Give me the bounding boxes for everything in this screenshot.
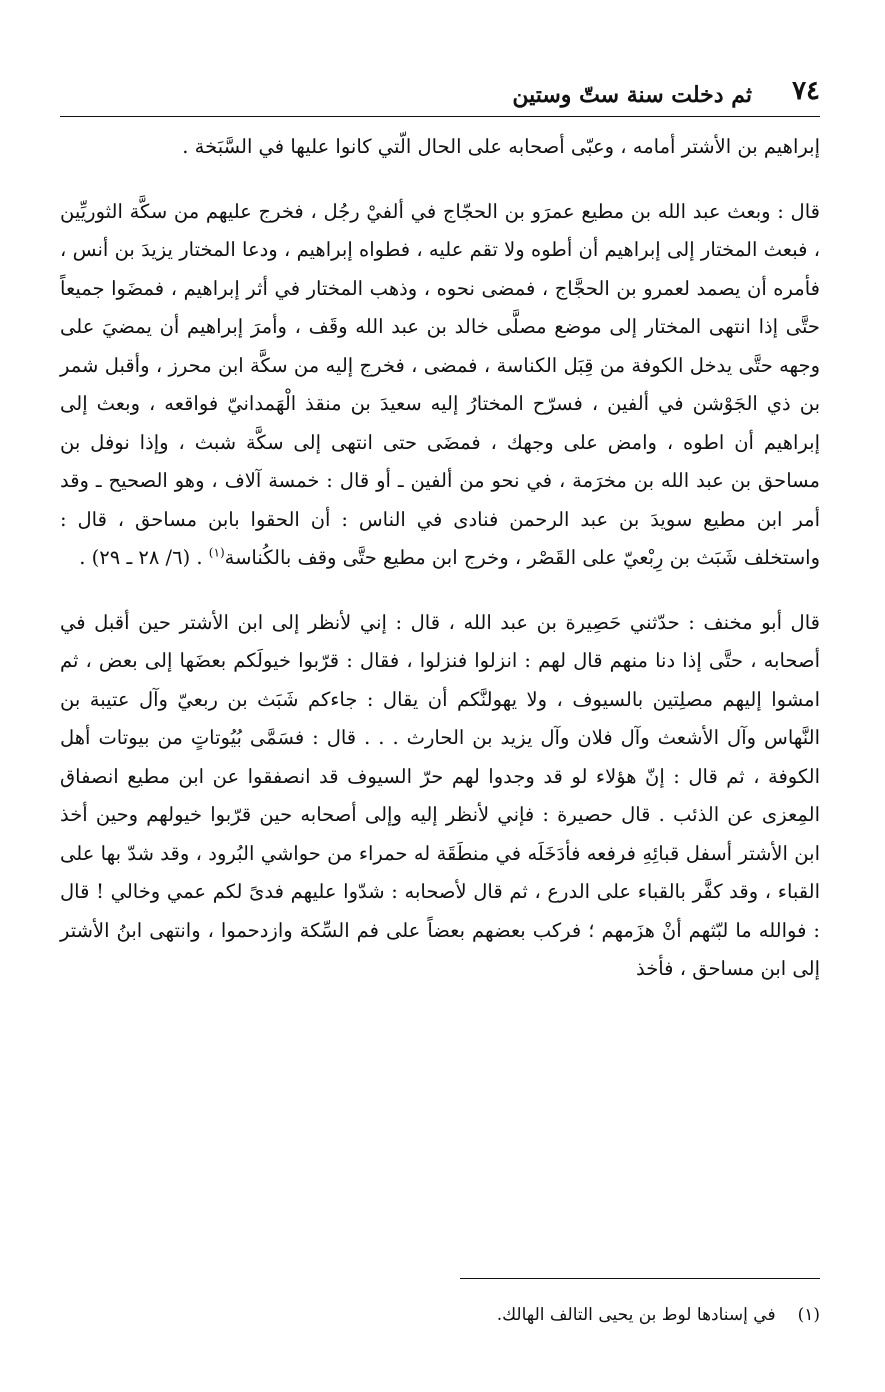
main-text	[60, 128, 820, 989]
page-header	[60, 70, 820, 117]
footnote	[60, 1300, 820, 1330]
paragraph-1: إبراهيم بن الأشتر أمامه ، وعبّى أصحابه على الحال الّتي كانوا عليها في السَّبَخة .	[182, 135, 820, 158]
paragraph-gap	[60, 578, 820, 604]
paragraph-2	[60, 193, 820, 578]
footnote-reference: (١)	[208, 545, 225, 560]
paragraph-gap	[60, 167, 820, 193]
page-number: ٧٤	[792, 76, 820, 106]
footnote-divider	[460, 1278, 820, 1279]
paragraph-2-text: قال : وبعث عبد الله بن مطيع عمرَو بن الحجّاج في ألفيْ رجُل ، فخرج عليهم من سكَّة الثوريِّين ، فبعث المختار إلى إبراهيم أن أطوه ولا تقم عليه ، فطواه إبراهيم ، ودعا المختار يزيدَ بن أنس ، فأمره أن يصمد لعمرو بن الحجَّاج ، فمضى نحوه ، وذهب المختار في أثر إبراهيم ، فمضَوا جميعاً حتَّى إذا انتهى المختار إلى موضع مصلَّى خالد بن عبد الله وقَف ، وأمرَ إبراهيم أن يمضيَ على وجهه حتَّى يدخل الكوفة من قِبَل الكناسة ، فمضى ، فخرج إليه من سكَّة ابن محرز ، وأقبل شمر بن ذي الجَوْشن في ألفين ، فسرّح المختارُ إليه سعيدَ بن منقذ الْهَمدانيّ فواقعه ، وبعث إلى إبراهيم أن اطوه ، وامض على وجهك ، فمضَى حتى انتهى إلى سكَّة شبث ، وإذا نوفل بن مساحق بن عبد الله بن مخرَمة ، في نحو من ألفين ـ أو قال : خمسة آلاف ، وهو الصحيح ـ وقد أمر ابن مطيع سويدَ بن عبد الرحمن فنادى في الناس : أن الحقوا بابن مساحق ، قال : واستخلف شَبَث بن رِبْعيّ على القَصْر ، وخرج ابن مطيع حتَّى وقف بالكُناسة	[60, 199, 820, 569]
footnote-number: (١)	[797, 1305, 820, 1325]
running-title: ثم دخلت سنة ستّ وستين	[512, 82, 752, 108]
paragraph-2-tail: . (٦/ ٢٨ ـ ٢٩) .	[79, 546, 209, 569]
footnote-text: في إسنادها لوط بن يحيى التالف الهالك.	[496, 1305, 776, 1325]
paragraph-3: قال أبو مخنف : حدّثني حَصِيرة بن عبد الله ، قال : إني لأنظر إلى ابن الأشتر حين أقبل في أصحابه ، حتَّى إذا دنا منهم قال لهم : انزلوا فنزلوا ، فقال : قرّبوا خيولَكم بعضَها إلى بعض ، ثم امشوا إليهم مصلِتين بالسيوف ، ولا يهولنَّكم أن يقال : جاءكم شَبَث بن ربعيّ وآل عتيبة بن النَّهاس وآل الأشعث وآل فلان وآل يزيد بن الحارث . . . قال : فسَمَّى بُيُوتاتٍ من بيوتات أهل الكوفة ، ثم قال : إنّ هؤلاء لو قد وجدوا لهم حرّ السيوف قد انصفقوا عن ابن مطيع انصفاق المِعزى عن الذئب . قال حصيرة : فإني لأنظر إليه وإلى أصحابه حين قرّبوا خيولهم وحين أخذ ابن الأشتر أسفل قبائِهِ فرفعه فأدَخَلَه في منطَقَة له حمراء من حواشي البُرود ، وقد شدّ بها على القباء ، وقد كفَّر بالقباء على الدرع ، ثم قال لأصحابه : شدّوا عليهم فدىً لكم عمي وخالي ! قال : فوالله ما لبّثهم أنْ هزَمهم ؛ فركب بعضهم بعضاً على فم السِّكة وازدحموا ، وانتهى ابنُ الأشتر إلى ابن مساحق ، فأخذ	[60, 610, 820, 980]
